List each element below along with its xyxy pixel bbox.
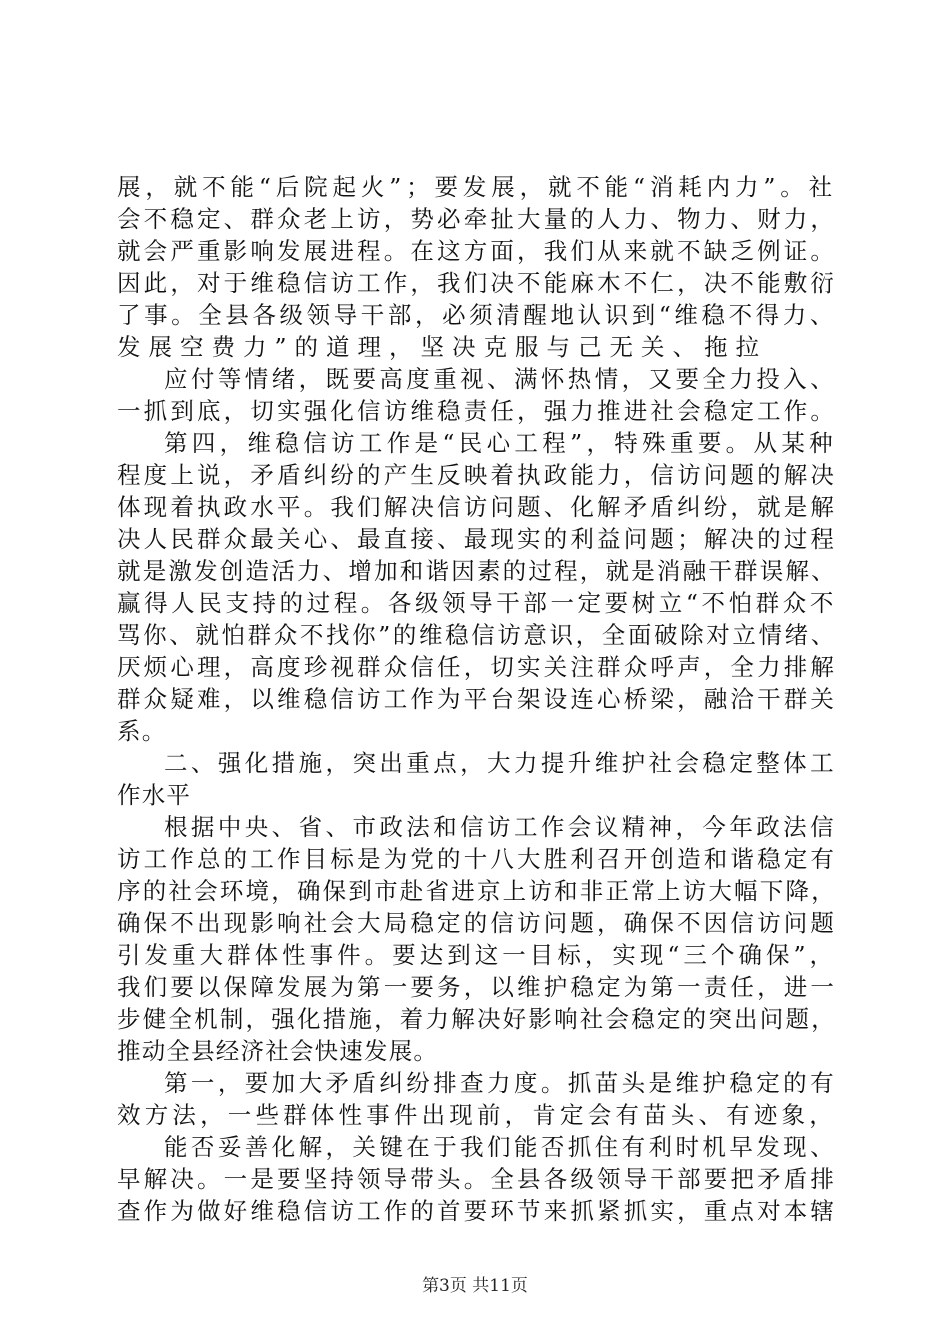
text-line: 骂你、就怕群众不找你”的维稳信访意识，全面破除对立情绪、 [117, 621, 837, 649]
text-line: 查作为做好维稳信访工作的首要环节来抓紧抓实，重点对本辖 [117, 1197, 838, 1225]
text-line: 我们要以保障发展为第一要务，以维护稳定为第一责任，进一 [117, 973, 838, 1001]
text-line: 早解决。一是要坚持领导带头。全县各级领导干部要把矛盾排 [117, 1165, 838, 1193]
document-body [117, 171, 837, 1227]
text-line: 群众疑难，以维稳信访工作为平台架设连心桥梁，融洽干群关 [117, 685, 838, 713]
text-line: 效方法，一些群体性事件出现前，肯定会有苗头、有迹象， [117, 1101, 837, 1129]
text-line: 厌烦心理，高度珍视群众信任，切实关注群众呼声，全力排解 [117, 653, 838, 681]
text-line: 步健全机制，强化措施，着力解决好影响社会稳定的突出问题， [117, 1005, 837, 1033]
text-line: 了事。全县各级领导干部，必须清醒地认识到“维稳不得力、 [117, 301, 837, 329]
text-line: 访工作总的工作目标是为党的十八大胜利召开创造和谐稳定有 [117, 845, 838, 873]
text-line: 二、强化措施，突出重点，大力提升维护社会稳定整体工 [164, 749, 837, 777]
text-line: 引发重大群体性事件。要达到这一目标，实现“三个确保”， [117, 941, 838, 969]
text-line: 就会严重影响发展进程。在这方面，我们从来就不缺乏例证。 [117, 237, 838, 265]
text-line: 能否妥善化解，关键在于我们能否抓住有利时机早发现、 [164, 1133, 837, 1161]
text-line: 应付等情绪，既要高度重视、满怀热情，又要全力投入、 [164, 365, 837, 393]
text-line: 体现着执政水平。我们解决信访问题、化解矛盾纠纷，就是解 [117, 493, 838, 521]
text-line: 因此，对于维稳信访工作，我们决不能麻木不仁，决不能敷衍 [117, 269, 838, 297]
text-line: 决人民群众最关心、最直接、最现实的利益问题；解决的过程 [117, 525, 838, 553]
text-line: 程度上说，矛盾纠纷的产生反映着执政能力，信访问题的解决 [117, 461, 838, 489]
text-line: 赢得人民支持的过程。各级领导干部一定要树立“不怕群众不 [117, 589, 837, 617]
text-line: 第四，维稳信访工作是“民心工程”，特殊重要。从某种 [164, 429, 838, 457]
text-line: 就是激发创造活力、增加和谐因素的过程，就是消融干群误解、 [117, 557, 837, 585]
text-line: 发展空费力”的道理，坚决克服与己无关、拖拉 [117, 333, 768, 361]
text-line: 作水平 [117, 781, 192, 809]
text-line: 推动全县经济社会快速发展。 [117, 1037, 439, 1065]
text-line: 根据中央、省、市政法和信访工作会议精神，今年政法信 [164, 813, 837, 841]
text-line: 第一，要加大矛盾纠纷排查力度。抓苗头是维护稳定的有 [164, 1069, 837, 1097]
text-line: 一抓到底，切实强化信访维稳责任，强力推进社会稳定工作。 [117, 397, 838, 425]
page-footer: 第3页 共11页 [422, 1276, 528, 1296]
text-line: 展，就不能“后院起火”；要发展，就不能“消耗内力”。社 [117, 173, 838, 201]
text-line: 序的社会环境，确保到市赴省进京上访和非正常上访大幅下降， [117, 877, 837, 905]
text-line: 系。 [117, 717, 167, 745]
text-line: 确保不出现影响社会大局稳定的信访问题，确保不因信访问题 [117, 909, 838, 937]
text-line: 会不稳定、群众老上访，势必牵扯大量的人力、物力、财力， [117, 205, 838, 233]
